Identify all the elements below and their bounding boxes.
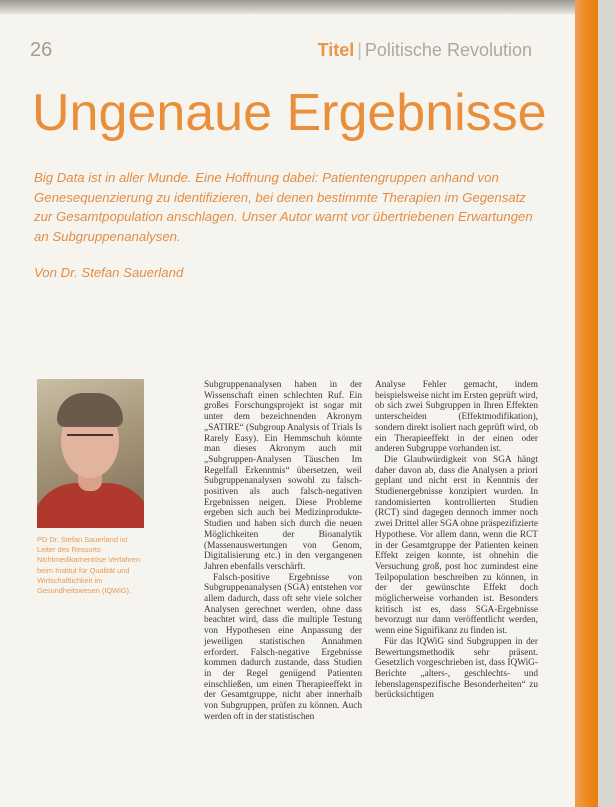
- article-lead: Big Data ist in aller Munde. Eine Hoffnung dabei: Patientengruppen anhand von Genesequenzierung zu identifizieren, bei denen bestimmte Therapien im Gegensatz zur Gesamtpopulation anschlagen. Unser Autor warnt vor übertriebenen Erwartungen an Subgruppenanalysen.: [34, 170, 533, 244]
- section-kicker: Titel: [317, 40, 355, 60]
- section-title: Politische Revolution: [364, 40, 532, 60]
- orange-edge-bar: [575, 0, 598, 807]
- body-column-2: [375, 380, 538, 701]
- body-paragraph: Die Glaubwürdigkeit von SGA hängt daher davon ab, dass die Analysen a priori geplant und nicht erst in Kenntnis der Studienergebnisse konzipiert wurden. In randomisierten kontrollierten Studien (RCT) sind dagegen dennoch immer noch zwei Drittel aller SGA ohne präspezifizierte Hypothese. Vor allem dann, wenn die RCT in der Gesamtgruppe der Patienten keinen Effekt zeigen konnte, ist ohnehin die Versuchung groß, post hoc zumindest eine Teilpopulation beschreiben zu können, in der der gewünschte Effekt doch möglicherweise vorhanden ist. Besonders kritisch ist es, dass SGA-Ergebnisse bevorzugt nur dann veröffentlicht werden, wenn eine Signifikanz zu finden ist.: [375, 454, 538, 637]
- body-column-1: [204, 380, 362, 723]
- article-headline: Ungenaue Ergebnisse: [32, 84, 547, 142]
- author-photo: [37, 379, 144, 528]
- photo-caption: PD Dr. Stefan Sauerland ist Leiter des Ressorts Nichtmedikamentöse Verfahren beim Institut für Qualität und Wirtschaftlichkeit im Gesundheitswesen (IQWiG).: [37, 535, 141, 596]
- scan-top-shadow: [0, 0, 598, 14]
- body-paragraph: Analyse Fehler gemacht, indem beispielsweise nicht im Ersten geprüft wird, ob sich zwei Subgruppen in Ihren Effekten unterscheiden (Effektmodifikation), sondern direkt isoliert nach geprüft wird, ob ein Therapieeffekt in der einen oder anderen Subgruppe vorhanden ist.: [375, 380, 538, 455]
- photo-glasses: [67, 434, 113, 448]
- body-paragraph: Subgruppenanalysen haben in der Wissenschaft einen schlechten Ruf. Ein großes Forschungsprojekt ist sogar mit unter dem bezeichnenden Akronym „SATIRE“ (Subgroup Analysis of Trials Is Rarely Easy). Ein Hemmschuh könnte man dieses Akronym auch mit „Subgruppen-Analysen Täuschen Im Regelfall Erkenntnis“ übersetzen, weil Subgruppenanalysen sowohl zu falsch-positiven als auch falsch-negativen Ergebnissen neigen. Diese Probleme ergeben sich auch bei Medizinprodukte-Studien und haben sich durch die neuen Möglichkeiten der Bioanalytik (Massenauswertungen von Genom, Digitalisierung etc.) in den vergangenen Jahren ebenfalls verschärft.: [204, 380, 362, 572]
- photo-hair: [57, 393, 123, 427]
- page-number: 26: [30, 39, 53, 61]
- body-paragraph: Falsch-positive Ergebnisse von Subgruppenanalysen (SGA) entstehen vor allem dadurch, dass oft sehr viele solcher Analysen gerechnet werden, ohne dass beachtet wird, dass die multiple Testung von Hypothesen eine Anpassung der jeweiligen statistischen Annahmen erfordert. Falsch-negative Ergebnisse kommen dadurch zustande, dass Studien in der Regel genügend Patienten einschließen, um einen Therapieeffekt in der Gesamtgruppe, nicht aber innerhalb von Subgruppen, prüfen zu können. Auch werden oft in der statistischen: [204, 572, 362, 722]
- body-paragraph: Für das IQWiG sind Subgruppen in der Bewertungsmethodik sehr präsent. Gesetzlich vorgeschrieben ist, dass IQWiG-Berichte „alters-, geschlechts- und lebenslagenspezifische Besonderheiten“ zu berücksichtigen: [375, 636, 538, 701]
- section-separator: |: [357, 40, 362, 60]
- section-header: [276, 40, 532, 61]
- article-author: Von Dr. Stefan Sauerland: [34, 265, 184, 280]
